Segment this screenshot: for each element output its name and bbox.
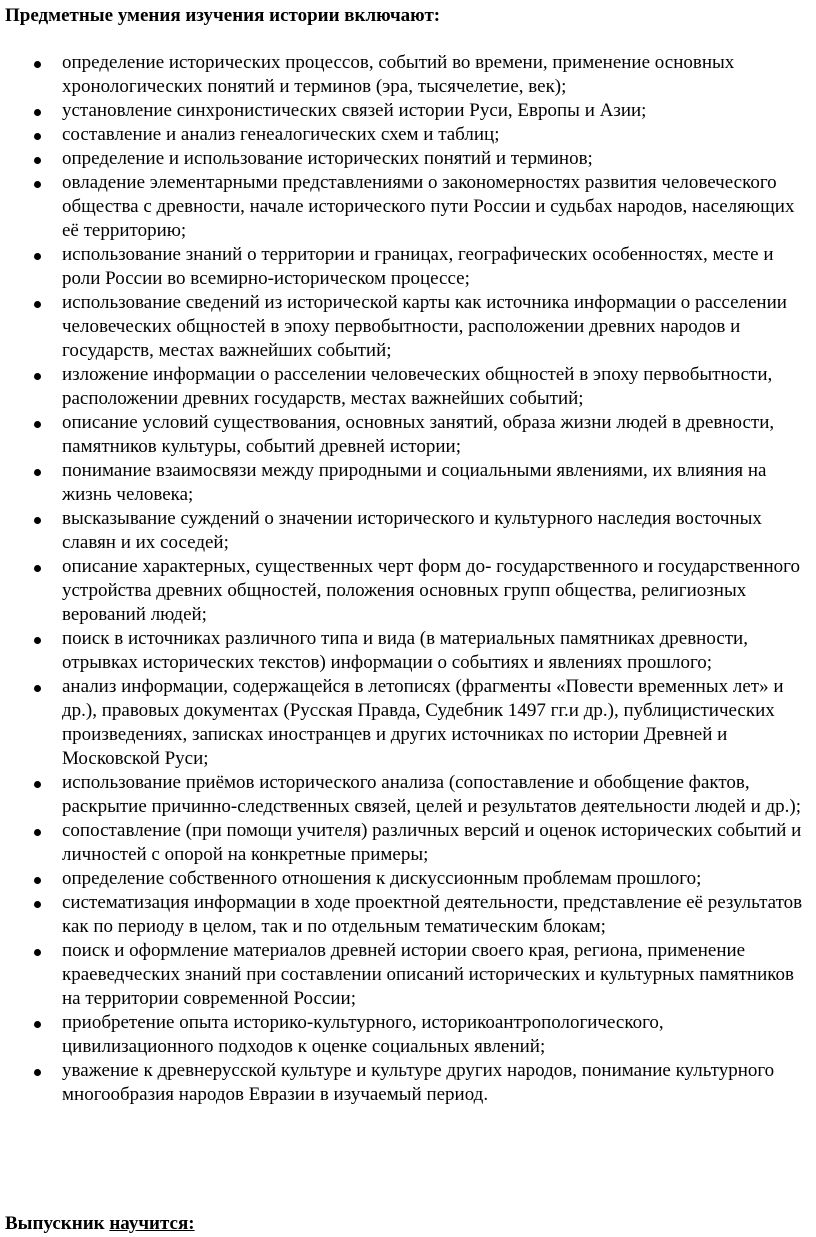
- list-item-text: определение и использование исторических понятий и терминов;: [62, 148, 593, 169]
- bullet-icon: [34, 373, 41, 380]
- bullet-icon: [34, 685, 41, 692]
- list-item-text: составление и анализ генеалогических схем и таблиц;: [62, 124, 500, 145]
- bullet-icon: [34, 157, 41, 164]
- graduate-heading: [5, 1212, 195, 1236]
- list-item-text: высказывание суждений о значении исторического и культурного наследия восточных славян и их соседей;: [62, 508, 762, 553]
- list-item-text: описание характерных, существенных черт форм до- государственного и государственного устройства древних общностей, положения основных групп общества, религиозных верований людей;: [62, 556, 800, 625]
- list-item-text: приобретение опыта историко-культурного, историкоантропологического, цивилизационного подходов к оценке социальных явлений;: [62, 1012, 664, 1057]
- list-item: [0, 459, 814, 507]
- bullet-icon: [34, 301, 41, 308]
- list-item: [0, 99, 814, 123]
- graduate-heading-prefix: Выпускник: [5, 1213, 110, 1234]
- list-item-text: изложение информации о расселении человеческих общностей в эпоху первобытности, расположении древних государств, местах важнейших событий;: [62, 364, 773, 409]
- list-item-text: понимание взаимосвязи между природными и социальными явлениями, их влияния на жизнь человека;: [62, 460, 767, 505]
- bullet-icon: [34, 637, 41, 644]
- list-item: [0, 627, 814, 675]
- bullet-icon: [34, 181, 41, 188]
- list-item-text: анализ информации, содержащейся в летописях (фрагменты «Повести временных лет» и др.), правовых документах (Русская Правда, Судебник 1497 гг.и др.), публицистических произведениях, записках иностранцев и других источниках по истории Древней и Московской Руси;: [62, 676, 784, 769]
- bullet-icon: [34, 781, 41, 788]
- list-item: [0, 171, 814, 243]
- list-item-text: использование знаний о территории и границах, географических особенностях, месте и роли России во всемирно-историческом процессе;: [62, 244, 774, 289]
- list-item: [0, 243, 814, 291]
- list-item-text: использование приёмов исторического анализа (сопоставление и обобщение фактов, раскрытие причинно-следственных связей, целей и результатов деятельности людей и др.);: [62, 772, 802, 817]
- bullet-icon: [34, 61, 41, 68]
- list-item: [0, 363, 814, 411]
- list-item-text: сопоставление (при помощи учителя) различных версий и оценок исторических событий и личностей с опорой на конкретные примеры;: [62, 820, 802, 865]
- bullet-icon: [34, 949, 41, 956]
- list-item: [0, 1059, 814, 1107]
- list-item: [0, 291, 814, 363]
- graduate-heading-underlined: научится:: [109, 1213, 195, 1234]
- list-item: [0, 123, 814, 147]
- bullet-icon: [34, 877, 41, 884]
- bullet-icon: [34, 901, 41, 908]
- list-item-text: использование сведений из исторической карты как источника информации о расселении человеческих общностей в эпоху первобытности, расположении древних народов и государств, местах важнейших событий;: [62, 292, 787, 361]
- list-item: [0, 555, 814, 627]
- list-item: [0, 891, 814, 939]
- bullet-icon: [34, 253, 41, 260]
- list-item: [0, 411, 814, 459]
- list-item: [0, 147, 814, 171]
- list-item-text: определение исторических процессов, событий во времени, применение основных хронологических понятий и терминов (эра, тысячелетие, век);: [62, 52, 735, 97]
- list-item-text: установление синхронистических связей истории Руси, Европы и Азии;: [62, 100, 647, 121]
- section-heading: Предметные умения изучения истории включают:: [5, 5, 441, 26]
- list-item: [0, 771, 814, 819]
- list-item: [0, 819, 814, 867]
- list-item: [0, 867, 814, 891]
- bullet-icon: [34, 469, 41, 476]
- bullet-icon: [34, 1069, 41, 1076]
- bullet-icon: [34, 421, 41, 428]
- list-item-text: поиск в источниках различного типа и вида (в материальных памятниках древности, отрывках исторических текстов) информации о событиях и явлениях прошлого;: [62, 628, 748, 673]
- list-item-text: уважение к древнерусской культуре и культуре других народов, понимание культурного многообразия народов Евразии в изучаемый период.: [62, 1060, 775, 1105]
- list-item-text: определение собственного отношения к дискуссионным проблемам прошлого;: [62, 868, 702, 889]
- list-item-text: овладение элементарными представлениями о закономерностях развития человеческого общества с древности, начале исторического пути России и судьбах народов, населяющих её территорию;: [62, 172, 795, 241]
- list-item: [0, 507, 814, 555]
- list-item-text: описание условий существования, основных занятий, образа жизни людей в древности, памятников культуры, событий древней истории;: [62, 412, 775, 457]
- bullet-icon: [34, 133, 41, 140]
- list-item: [0, 51, 814, 99]
- list-item: [0, 675, 814, 771]
- bullet-icon: [34, 517, 41, 524]
- bullet-icon: [34, 565, 41, 572]
- skills-list: [0, 51, 816, 1107]
- list-item: [0, 1011, 814, 1059]
- bullet-icon: [34, 1021, 41, 1028]
- list-item-text: систематизация информации в ходе проектной деятельности, представление её результатов как по периоду в целом, так и по отдельным тематическим блокам;: [62, 892, 803, 937]
- list-item: [0, 939, 814, 1011]
- list-item-text: поиск и оформление материалов древней истории своего края, региона, применение краеведческих знаний при составлении описаний исторических и культурных памятников на территории современной России;: [62, 940, 794, 1009]
- bullet-icon: [34, 829, 41, 836]
- bullet-icon: [34, 109, 41, 116]
